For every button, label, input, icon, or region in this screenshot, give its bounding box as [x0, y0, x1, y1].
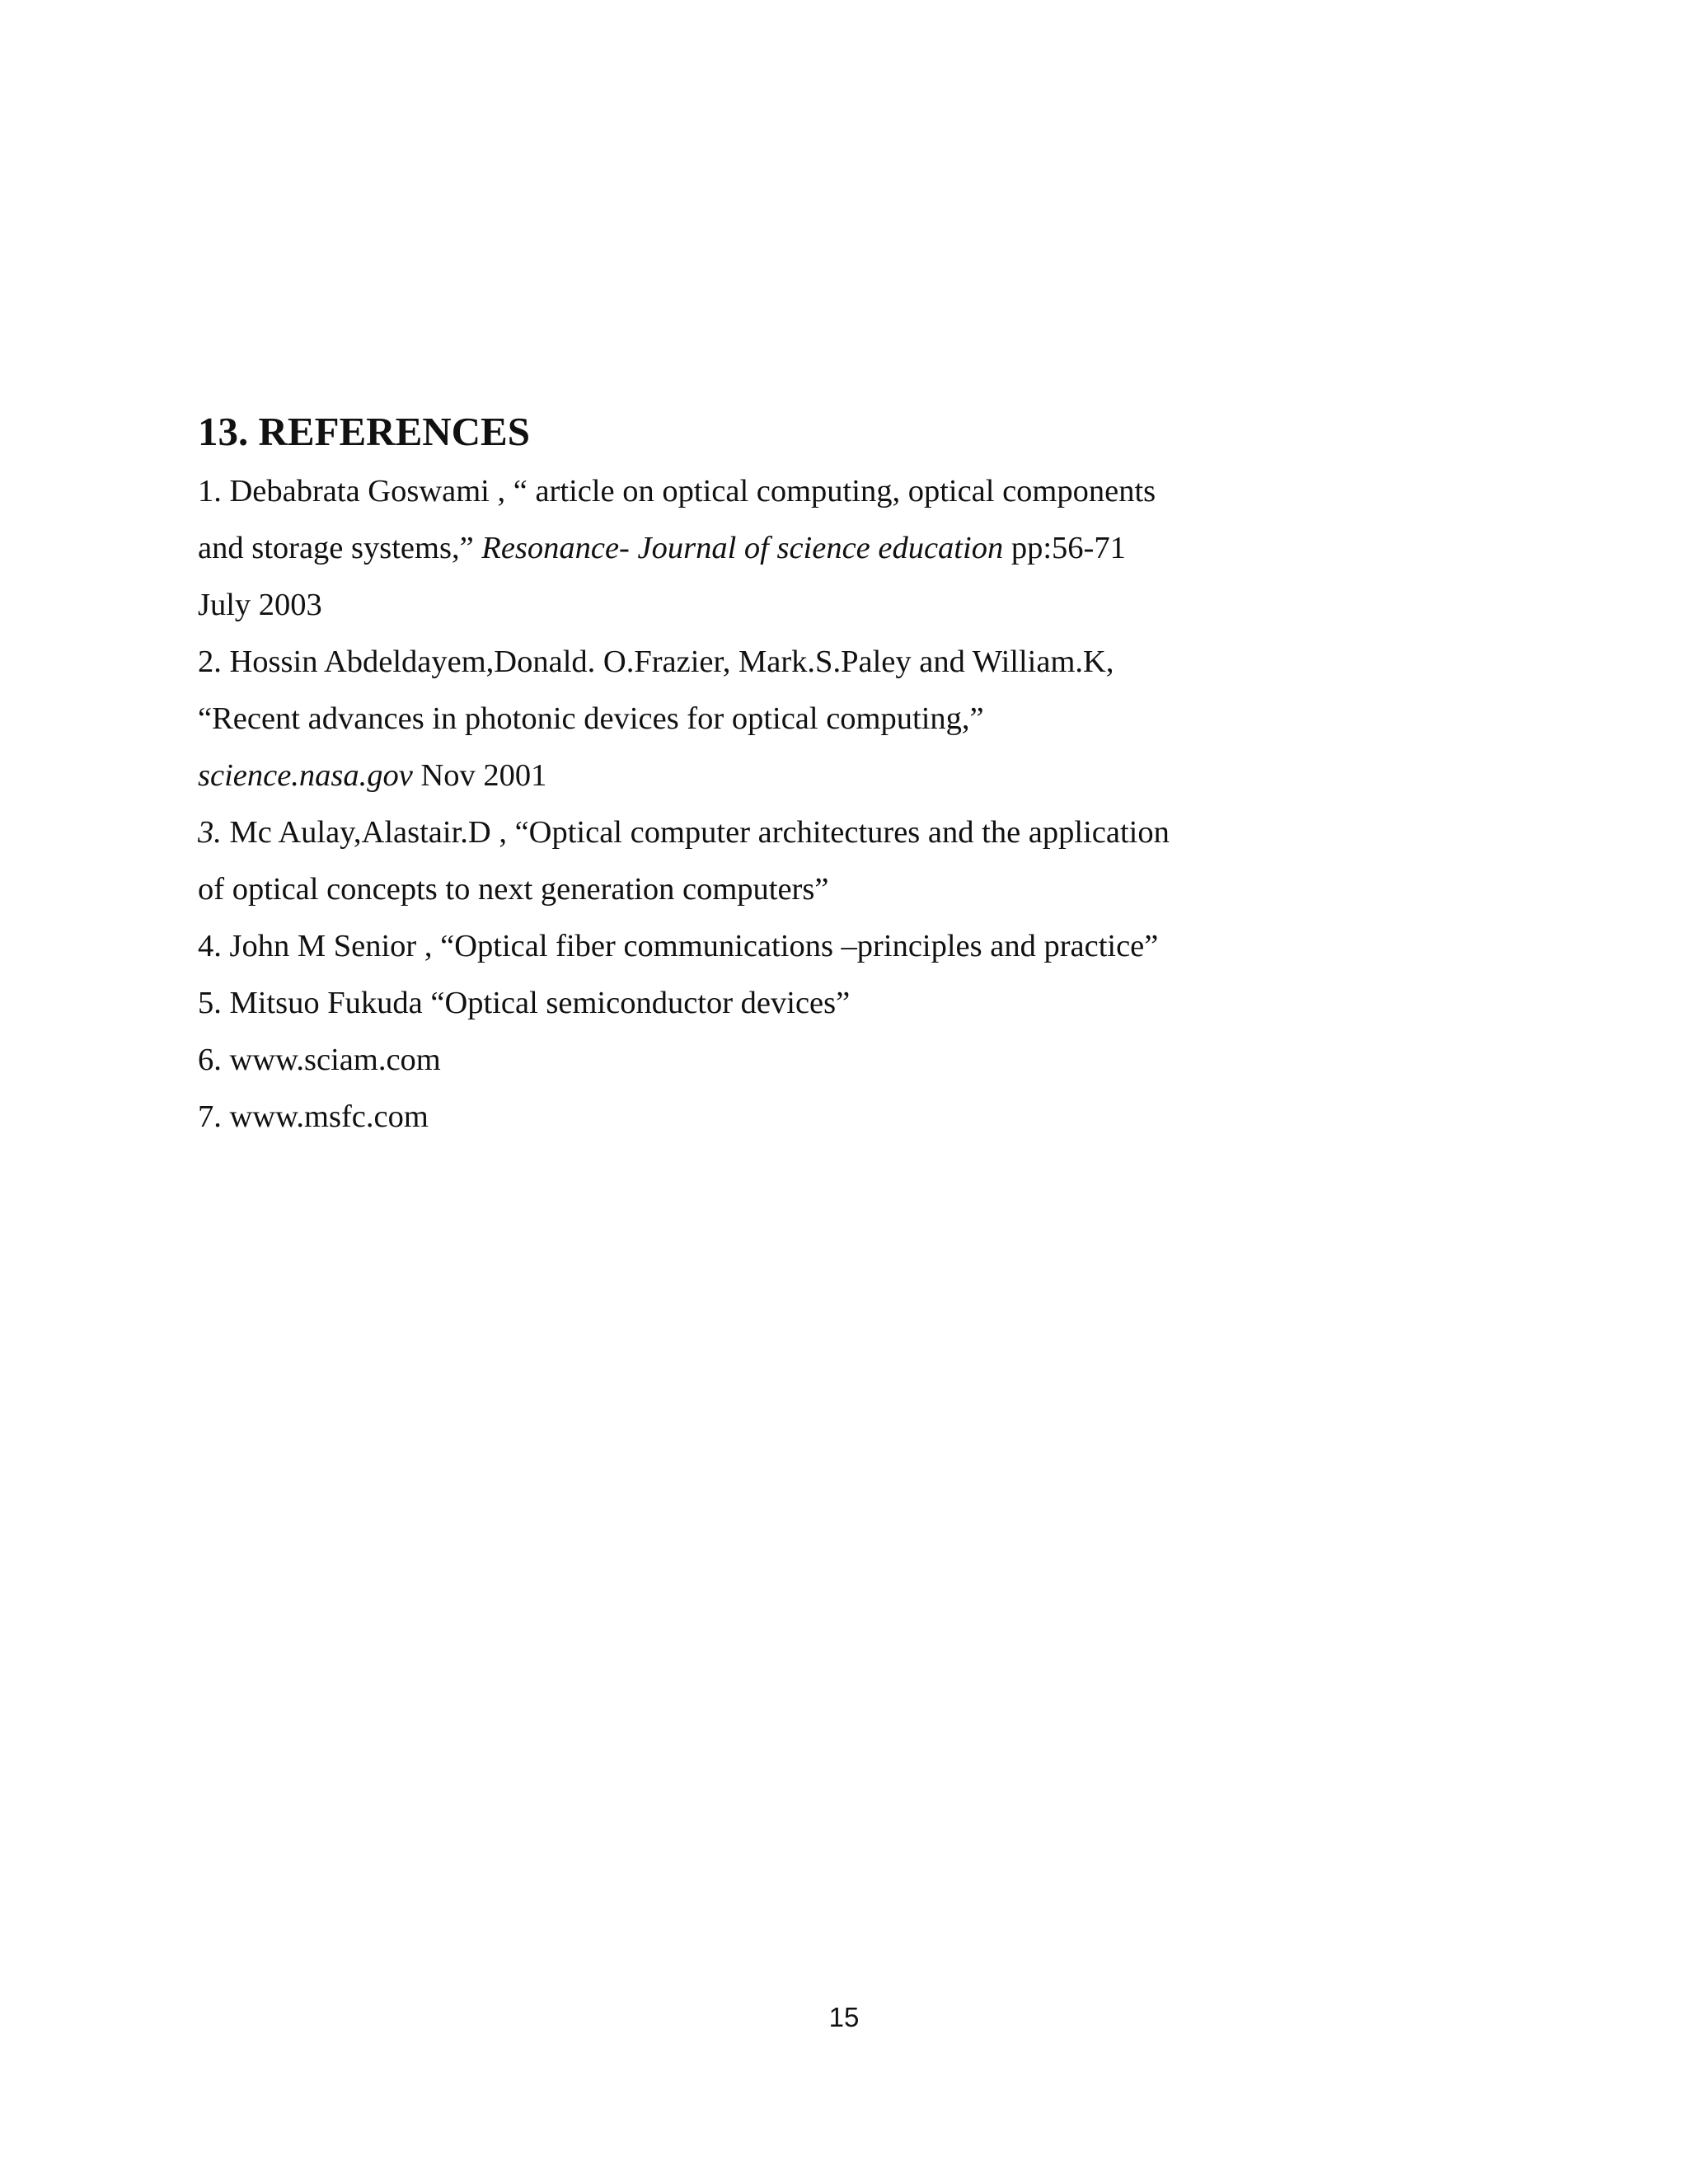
reference-3-text-continued: of optical concepts to next generation computers” [198, 872, 829, 907]
page-number: 15 [828, 2002, 860, 2032]
reference-7-text: 7. www.msfc.com [198, 1099, 429, 1134]
reference-1-text: 1. Debabrata Goswami , “ article on optical computing, optical components [198, 474, 1156, 509]
reference-1-date: July 2003 [198, 588, 322, 622]
reference-1-line-1 [198, 463, 1484, 520]
reference-3-text: Mc Aulay,Alastair.D , “Optical computer architectures and the application [221, 815, 1170, 850]
reference-2-line-2 [198, 691, 1484, 748]
reference-1-text-prefix: and storage systems,” [198, 531, 482, 565]
reference-3-number: 3. [198, 815, 222, 850]
reference-7 [198, 1089, 1484, 1146]
reference-2-title: “Recent advances in photonic devices for optical computing,” [198, 701, 984, 736]
reference-2-line-1 [198, 634, 1484, 691]
reference-2-source: science.nasa.gov [198, 758, 413, 793]
reference-2-date: Nov 2001 [412, 758, 547, 793]
reference-1-pages: pp:56-71 [1003, 531, 1126, 565]
section-heading: 13. REFERENCES [198, 409, 530, 454]
reference-2-line-3 [198, 748, 1484, 804]
reference-3-line-2 [198, 861, 1484, 918]
reference-6 [198, 1032, 1484, 1089]
reference-5-text: 5. Mitsuo Fukuda “Optical semiconductor devices” [198, 986, 851, 1020]
reference-2-authors: 2. Hossin Abdeldayem,Donald. O.Frazier, Mark.S.Paley and William.K, [198, 644, 1114, 679]
reference-4-text: 4. John M Senior , “Optical fiber communications –principles and practice” [198, 929, 1159, 963]
reference-3-line-1 [198, 804, 1484, 861]
reference-1-journal-title: Resonance- Journal of science education [481, 531, 1004, 565]
reference-6-text: 6. www.sciam.com [198, 1043, 441, 1077]
reference-1-line-2 [198, 520, 1484, 577]
references-section [198, 407, 1484, 1146]
reference-4 [198, 918, 1484, 975]
reference-1-line-3 [198, 577, 1484, 634]
reference-5 [198, 975, 1484, 1032]
